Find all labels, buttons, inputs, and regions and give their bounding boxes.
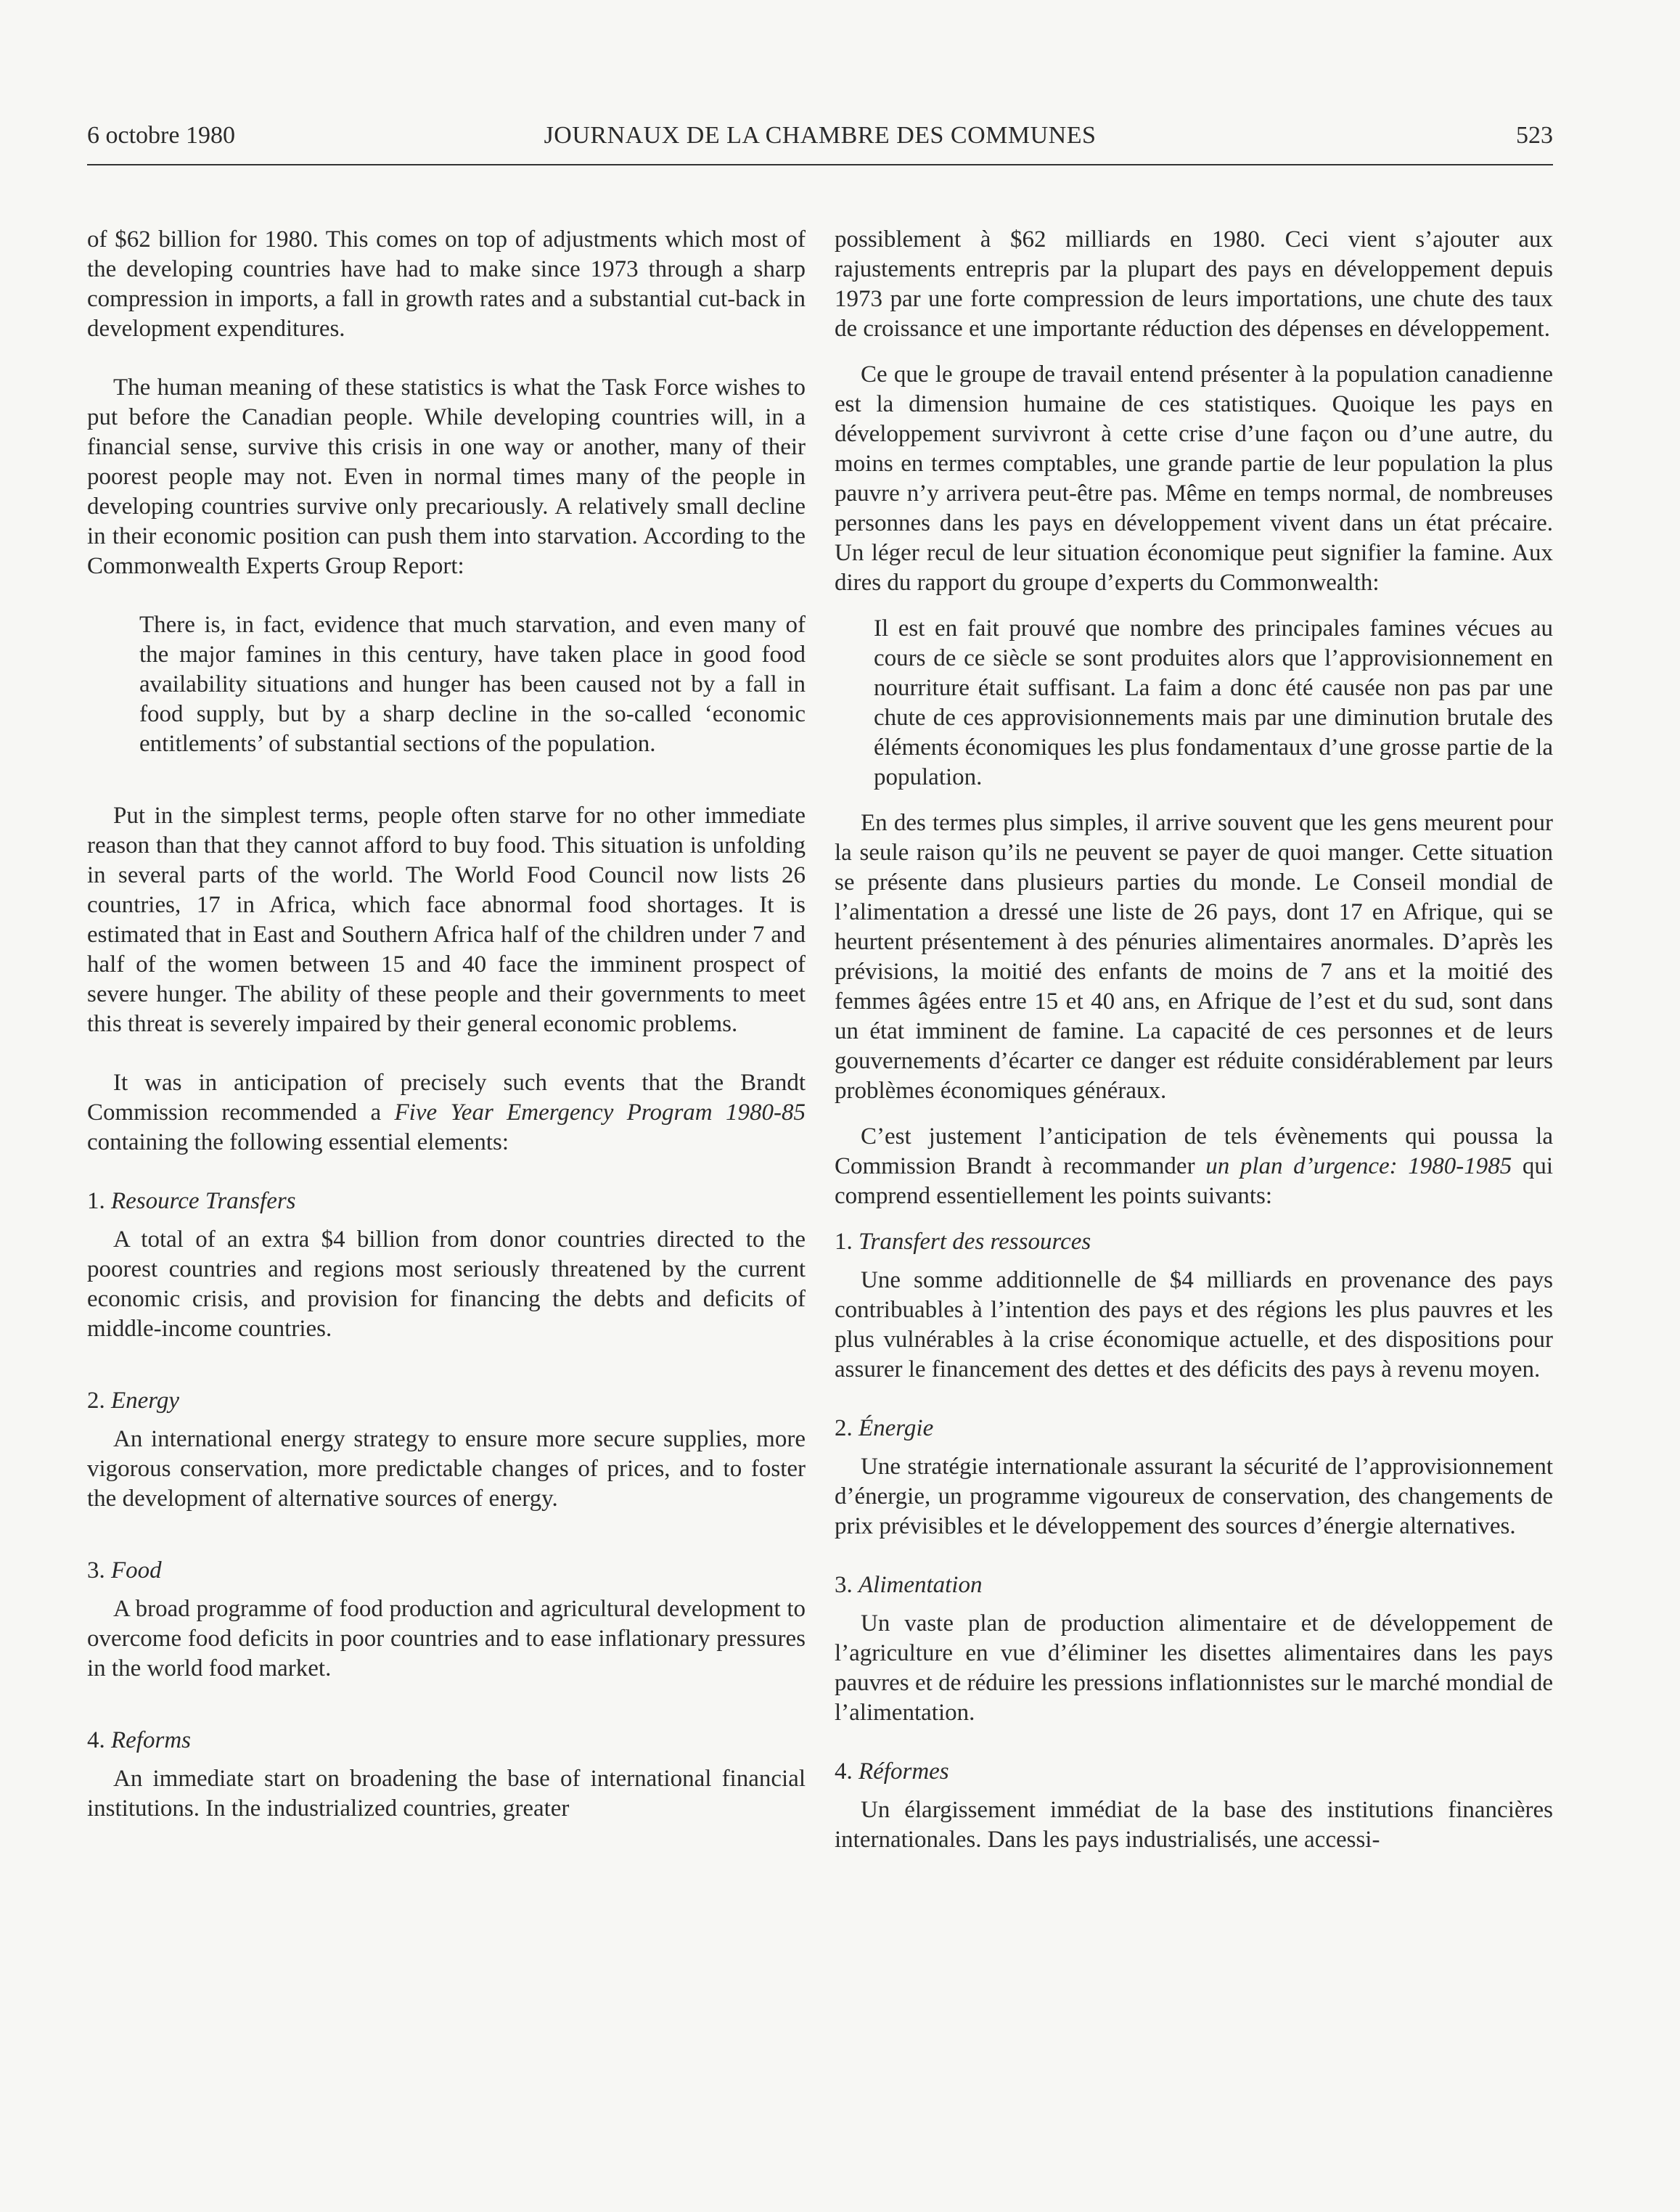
en-item-title: Resource Transfers — [111, 1188, 296, 1214]
fr-item-heading — [835, 1227, 1553, 1257]
header-date: 6 octobre 1980 — [87, 122, 235, 149]
fr-p4-italic: un plan d’urgence: 1980-1985 — [1205, 1153, 1512, 1179]
fr-item-body: Une somme additionnelle de $4 milliards en provenance des pays contribuables à l’intention des pays et des régions les plus pauvres et les plus vulnérables à la crise économique actuelle, et des dispositions pour assurer le financement des dettes et des déficits des pays à revenu moyen. — [835, 1267, 1553, 1382]
en-p4-end: containing the following essential elements: — [87, 1129, 509, 1155]
en-item-heading — [87, 1726, 806, 1756]
en-list-item — [87, 1386, 806, 1514]
en-list-item — [87, 1726, 806, 1824]
french-column — [835, 225, 1553, 1884]
en-item-body: A total of an extra $4 billion from donor countries directed to the poorest countries and regions most seriously threatened by the current economic crisis, and provision for financing the debts and deficits of middle-income countries. — [87, 1226, 806, 1342]
fr-item-body: Une stratégie internationale assurant la sécurité de l’approvisionnement d’énergie, un programme vigoureux de conservation, des changements de prix prévisibles et le développement des sources d’énergie alternatives. — [835, 1454, 1553, 1539]
fr-item-heading — [835, 1570, 1553, 1600]
en-item-body: A broad programme of food production and agricultural development to overcome food deficits in poor countries and to ease inflationary pressures in the world food market. — [87, 1596, 806, 1681]
fr-item-title: Énergie — [859, 1415, 934, 1441]
fr-item-heading — [835, 1414, 1553, 1443]
en-item-heading — [87, 1187, 806, 1216]
en-item-title: Reforms — [111, 1727, 191, 1753]
en-item-title: Energy — [111, 1388, 180, 1414]
en-paragraph-3: Put in the simplest terms, people often starve for no other immediate reason than that they cannot afford to buy food. This situation is unfolding in several parts of the world. The World Food Council now lists 26 countries, 17 in Africa, which face abnormal food shortages. It is estimated that in East and Southern Africa half of the children under 7 and half of the women between 15 and 40 face the imminent prospect of severe hunger. The ability of these people and their governments to meet this threat is severely impaired by their general economic problems. — [87, 803, 806, 1037]
fr-list-item — [835, 1570, 1553, 1728]
fr-paragraph-3: En des termes plus simples, il arrive souvent que les gens meurent pour la seule raison qu’ils ne peuvent se payer de quoi manger. Cette situation se présente dans plusieurs parties du monde. Le Conseil mondial de l’alimentation a dressé une liste de 26 pays, dont 17 en Afrique, qui se heurtent présentement à des pénuries alimentaires anormales. D’après les prévisions, la moitié des enfants de moins de 7 ans et la moitié des femmes âgées entre 15 et 40 ans, en Afrique de l’est et du sud, sont dans un état imminent de famine. La capacité de ces personnes et de leurs gouvernements d’écarter ce danger est réduite considérablement par leurs problèmes économiques généraux. — [835, 810, 1553, 1104]
page-number: 523 — [1516, 122, 1553, 149]
en-item-body: An immediate start on broadening the base of international financial institutions. In the industrialized countries, greater — [87, 1766, 806, 1822]
fr-block-quote: Il est en fait prouvé que nombre des principales famines vécues au cours de ce siècle se sont produites alors que l’approvisionnement en nourriture était suffisant. La faim a donc été causée non pas par une chute de ces approvisionnements mais par une diminution brutale des éléments économiques les plus fondamentaux d’une grosse partie de la population. — [874, 615, 1553, 790]
fr-item-title: Réformes — [859, 1758, 949, 1785]
en-item-title: Food — [111, 1557, 162, 1584]
fr-p4-end: qui comprend essentiellement les points suivants: — [835, 1153, 1553, 1209]
en-item-number: 1. — [87, 1188, 111, 1214]
en-item-body: An international energy strategy to ensure more secure supplies, more vigorous conservation, more predictable changes of prices, and to foster the development of alternative sources of energy. — [87, 1426, 806, 1512]
en-item-heading — [87, 1386, 806, 1416]
en-paragraph-4 — [87, 1068, 806, 1158]
fr-item-number: 1. — [835, 1229, 859, 1255]
en-item-number: 4. — [87, 1727, 111, 1753]
en-block-quote: There is, in fact, evidence that much starvation, and even many of the major famines in this century, have taken place in good food availability situations and hunger has been caused not by a fall in food supply, but by a sharp decline in the so-called ‘economic entitlements’ of substantial sections of the population. — [139, 612, 806, 757]
en-p4-start: It was in anticipation of precisely such events that the Brandt Commission recommended a — [87, 1070, 806, 1126]
fr-list-item — [835, 1414, 1553, 1541]
fr-paragraph-2: Ce que le groupe de travail entend présenter à la population canadienne est la dimension humaine de ces statistiques. Quoique les pays en développement survivront à cette crise d’une façon ou d’une autre, du moins en termes comptables, une grande partie de leur population la plus pauvre n’y arrivera peut-être pas. Même en temps normal, de nombreuses personnes dans les pays en développement vivent dans un état précaire. Un léger recul de leur situation économique peut signifier la famine. Aux dires du rapport du groupe d’experts du Commonwealth: — [835, 361, 1553, 596]
fr-item-number: 2. — [835, 1415, 859, 1441]
en-paragraph-1: of $62 billion for 1980. This comes on top of adjustments which most of the developing countries have had to make since 1973 through a sharp compression in imports, a fall in growth rates and a substantial cut-back in development expenditures. — [87, 226, 806, 342]
header-title: JOURNAUX DE LA CHAMBRE DES COMMUNES — [544, 122, 1097, 149]
fr-item-title: Transfert des ressources — [859, 1229, 1091, 1255]
fr-item-body: Un élargissement immédiat de la base des institutions financières internationales. Dans les pays industrialisés, une accessi- — [835, 1797, 1553, 1853]
fr-item-body: Un vaste plan de production alimentaire et de développement de l’agriculture en vue d’éliminer les disettes alimentaires dans les pays pauvres et de réduire les pressions inflationnistes sur le marché mondial de l’alimentation. — [835, 1610, 1553, 1726]
english-column — [87, 225, 806, 1866]
fr-paragraph-1: possiblement à $62 milliards en 1980. Ceci vient s’ajouter aux rajustements entrepris par la plupart des pays en développement depuis 1973 par une forte compression de leurs importations, une chute des taux de croissance et une importante réduction des dépenses en développement. — [835, 226, 1553, 342]
en-p4-italic: Five Year Emergency Program 1980-85 — [394, 1099, 806, 1126]
fr-item-number: 4. — [835, 1758, 859, 1785]
en-item-number: 3. — [87, 1557, 111, 1584]
fr-item-heading — [835, 1757, 1553, 1787]
fr-item-title: Alimentation — [859, 1572, 983, 1598]
en-item-number: 2. — [87, 1388, 111, 1414]
fr-paragraph-4 — [835, 1122, 1553, 1211]
en-list-item — [87, 1187, 806, 1344]
fr-item-number: 3. — [835, 1572, 859, 1598]
en-list-item — [87, 1556, 806, 1684]
fr-list-item — [835, 1227, 1553, 1385]
fr-list-item — [835, 1757, 1553, 1855]
en-paragraph-2: The human meaning of these statistics is what the Task Force wishes to put before the Canadian people. While developing countries will, in a financial sense, survive this crisis in one way or another, many of their poorest people may not. Even in normal times many of the people in developing countries survive only precariously. A relatively small decline in their economic position can push them into starvation. According to the Commonwealth Experts Group Report: — [87, 374, 806, 579]
fr-p4-start: C’est justement l’anticipation de tels évènements qui poussa la Commission Brandt à recommander — [835, 1123, 1553, 1179]
page-header — [87, 122, 1553, 165]
en-item-heading — [87, 1556, 806, 1586]
